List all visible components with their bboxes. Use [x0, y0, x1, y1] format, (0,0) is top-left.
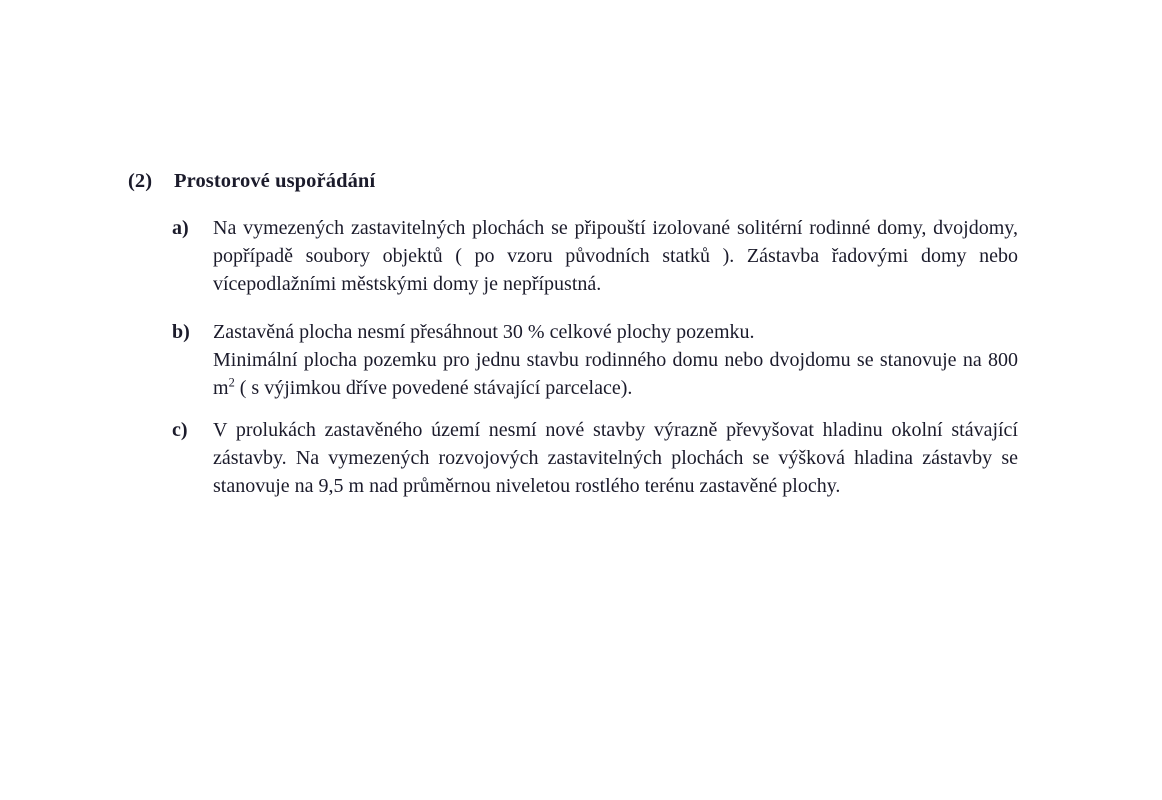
lettered-item-list [128, 214, 1018, 500]
list-item-c [172, 416, 1018, 500]
list-item-marker-b: b) [172, 321, 190, 343]
list-item-body-a [213, 214, 1018, 298]
paragraph-b-1: Zastavěná plocha nesmí přesáhnout 30 % celkové plochy pozemku. [213, 321, 755, 343]
section-spatial-arrangement [128, 168, 1018, 500]
section-number: (2) [128, 170, 153, 192]
list-item-a [172, 214, 1018, 298]
paragraph-c-1: V prolukách zastavěného území nesmí nové stavby výrazně převyšovat hladinu okolní stávající zástavby. Na vymezených rozvojových zastavitelných plochách se výšková hladina zástavby se stanovuje na 9,5 m nad průměrnou niveletou rostlého terénu zastavěné plochy. [213, 419, 1018, 497]
section-heading [128, 168, 1018, 194]
list-item-b [172, 318, 1018, 402]
list-item-marker-c: c) [172, 419, 188, 441]
superscript-two: 2 [228, 375, 235, 390]
paragraph-b-2: Minimální plocha pozemku pro jednu stavbu rodinného domu nebo dvojdomu se stanovuje na 800 $m^2$ ( s výjimkou dříve povedené stávající parcelace). [213, 349, 1018, 399]
paragraph-a-1: Na vymezených zastavitelných plochách se připouští izolované solitérní rodinné domy, dvojdomy, popřípadě soubory objektů ( po vzoru původních statků ). Zástavba řadovými domy nebo vícepodlažními městskými domy je nepřípustná. [213, 217, 1018, 295]
list-item-marker-a: a) [172, 217, 189, 239]
list-item-body-c [213, 416, 1018, 500]
section-title: Prostorové uspořádání [174, 170, 376, 192]
list-item-body-b [213, 318, 1018, 402]
